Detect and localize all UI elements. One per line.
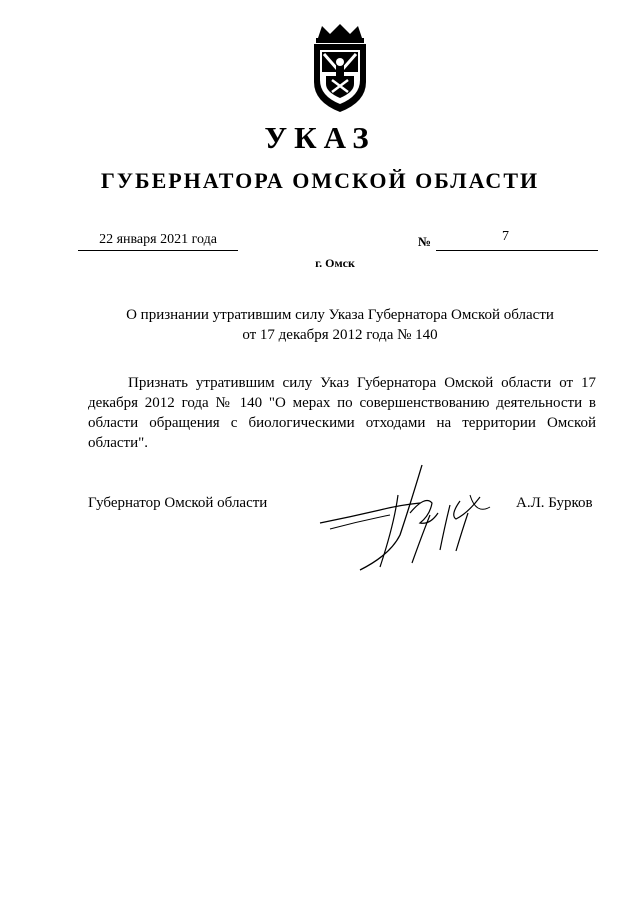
document-number: 7 — [502, 229, 509, 244]
document-subject — [80, 305, 600, 345]
coat-of-arms-icon — [300, 22, 380, 114]
signer-position: Губернатор Омской области — [88, 495, 268, 511]
issuer-title: ГУБЕРНАТОРА ОМСКОЙ ОБЛАСТИ — [100, 168, 540, 193]
issue-city: г. Омск — [315, 256, 355, 270]
document-type-title: УКАЗ — [264, 120, 376, 155]
number-label: № — [418, 234, 432, 249]
signer-name: А.Л. Бурков — [516, 495, 593, 511]
subject-line-2: от 17 декабря 2012 года № 140 — [242, 327, 438, 343]
handwritten-signature-icon — [310, 455, 510, 575]
document-number-field — [436, 230, 598, 251]
document-date: 22 января 2021 года — [78, 230, 238, 251]
subject-line-1: О признании утратившим силу Указа Губернатора Омской области — [126, 307, 554, 323]
body-paragraph: Признать утратившим силу Указ Губернатора Омской области от 17 декабря 2012 года № 140 "О мерах по совершенствованию деятельности в области обращения с биологическими отходами на территории Омской области". — [88, 375, 596, 451]
